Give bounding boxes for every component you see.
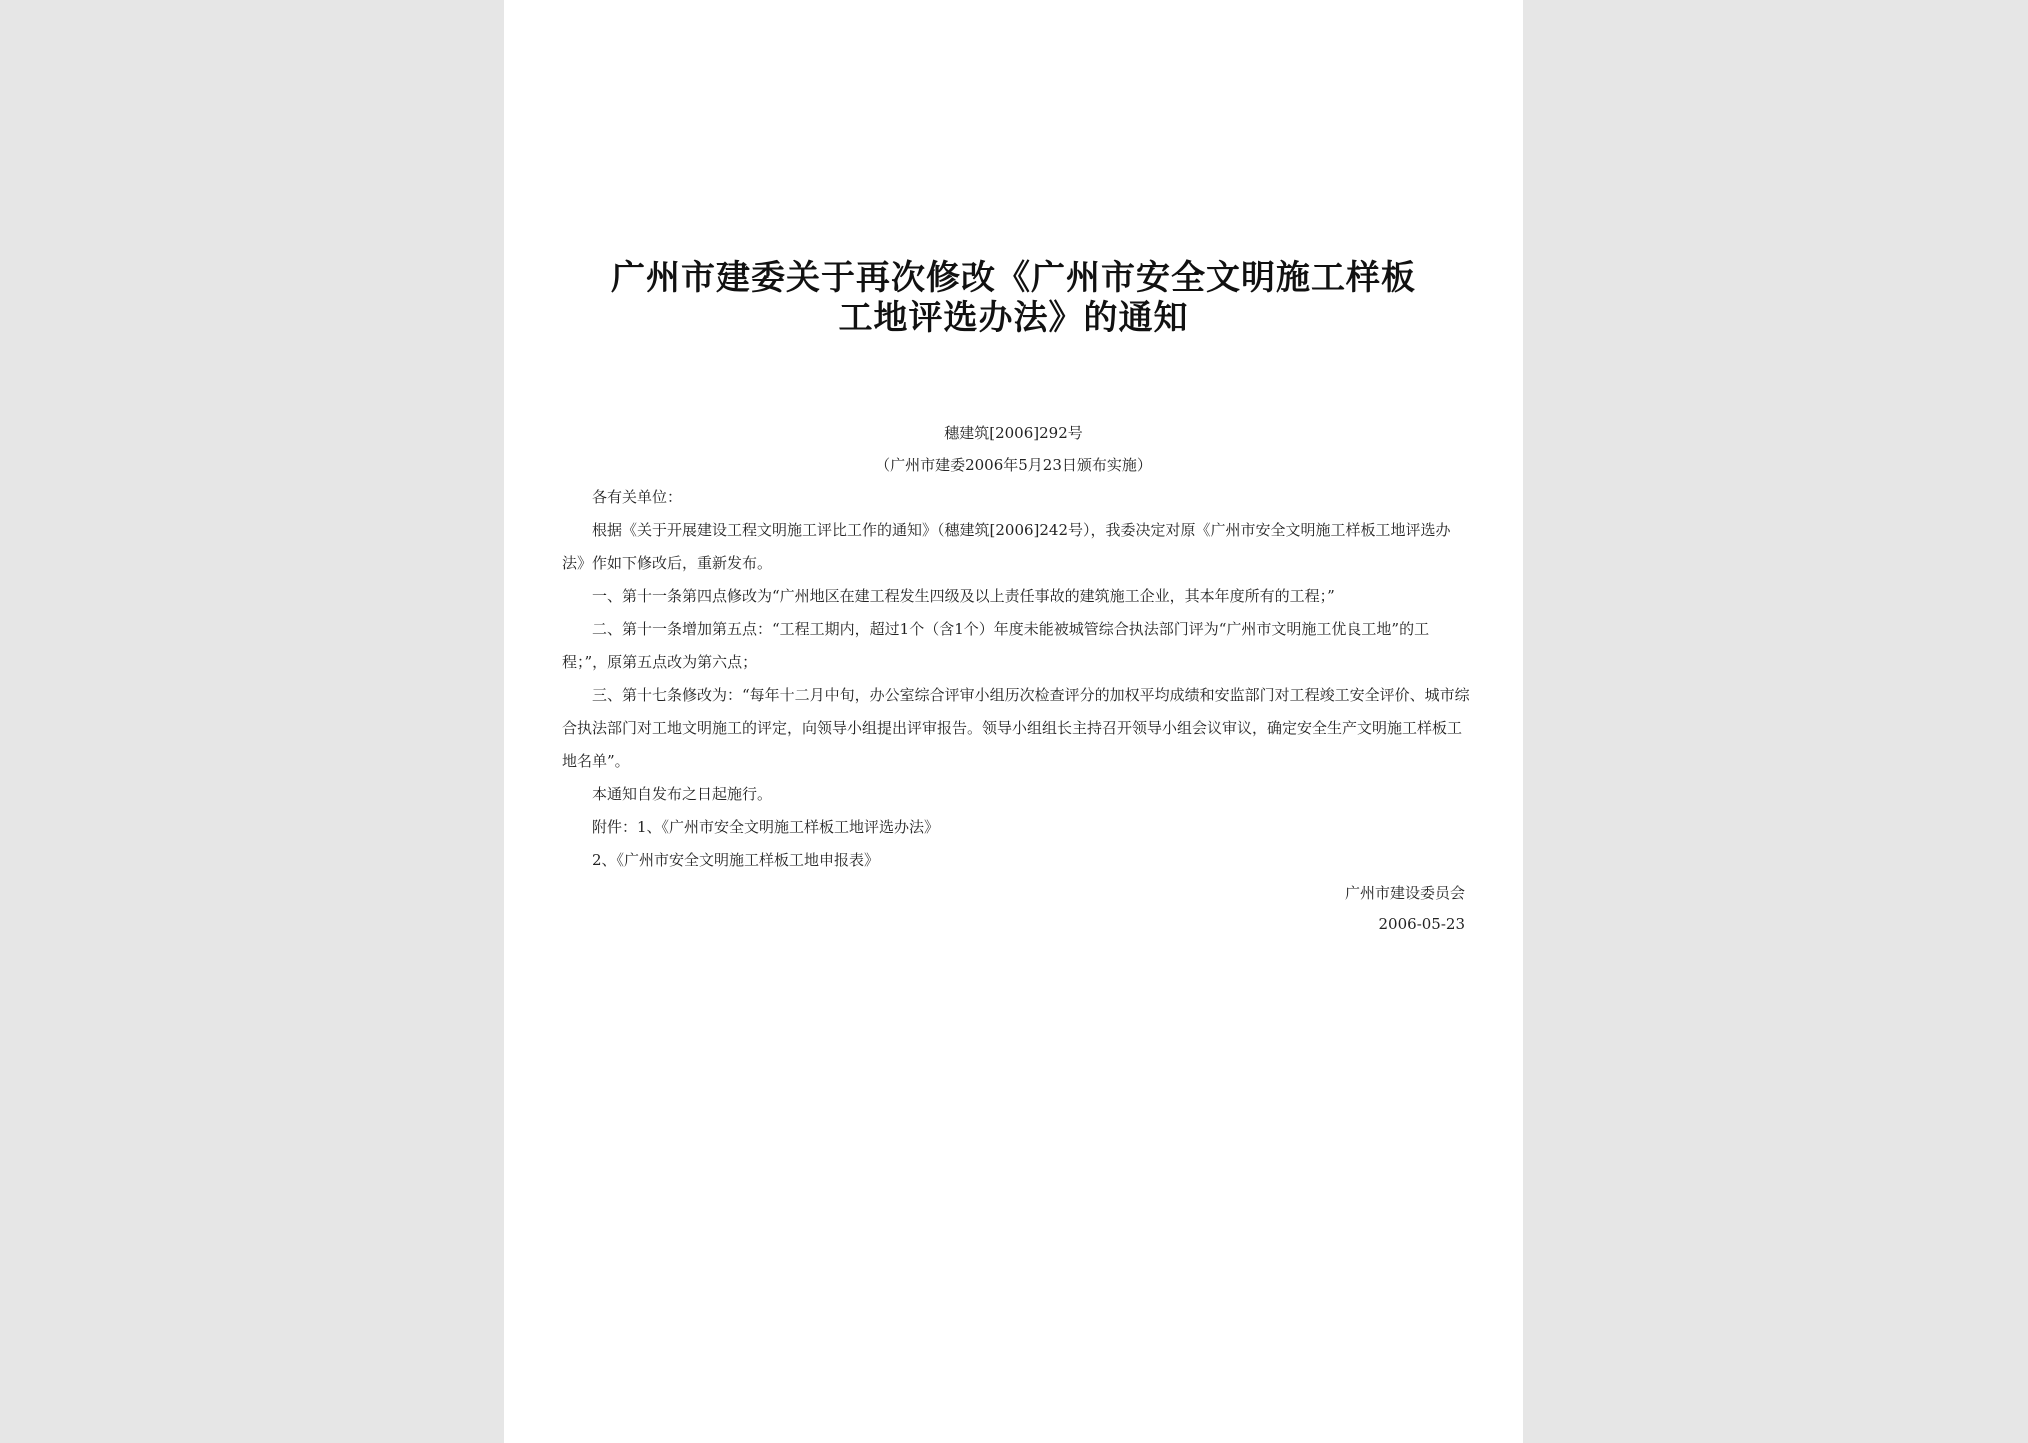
title-line-2: 工地评选办法》的通知 <box>838 298 1189 338</box>
document-page <box>504 0 1523 1443</box>
document-body <box>562 481 1470 877</box>
issuer-name: 广州市建设委员会 <box>1344 884 1465 902</box>
paragraph-item-2: 二、第十一条增加第五点：“工程工期内，超过1个（含1个）年度未能被城管综合执法部门评为“广州市文明施工优良工地”的工程；”，原第五点改为第六点； <box>562 620 1430 671</box>
document-number: 穗建筑[2006]292号 <box>944 424 1083 442</box>
addressee: 各有关单位： <box>592 488 683 506</box>
attachment-1: 附件：1、《广州市安全文明施工样板工地评选办法》 <box>592 818 940 836</box>
issue-note: （广州市建委2006年5月23日颁布实施） <box>875 456 1152 474</box>
document-title <box>504 258 1523 338</box>
title-line-1: 广州市建委关于再次修改《广州市安全文明施工样板 <box>611 258 1416 298</box>
issue-date: 2006-05-23 <box>1378 915 1465 933</box>
paragraph-effective: 本通知自发布之日起施行。 <box>592 785 773 803</box>
paragraph-intro: 根据《关于开展建设工程文明施工评比工作的通知》（穗建筑[2006]242号），我委决定对原《广州市安全文明施工样板工地评选办法》作如下修改后，重新发布。 <box>562 521 1451 572</box>
paragraph-item-1: 一、第十一条第四点修改为“广州地区在建工程发生四级及以上责任事故的建筑施工企业，其本年度所有的工程；” <box>592 587 1335 605</box>
paragraph-item-3: 三、第十七条修改为：“每年十二月中旬，办公室综合评审小组历次检查评分的加权平均成绩和安监部门对工程竣工安全评价、城市综合执法部门对工地文明施工的评定，向领导小组提出评审报告。领导小组组长主持召开领导小组会议审议，确定安全生产文明施工样板工地名单”。 <box>562 686 1470 770</box>
attachment-2: 2、《广州市安全文明施工样板工地申报表》 <box>592 851 880 869</box>
